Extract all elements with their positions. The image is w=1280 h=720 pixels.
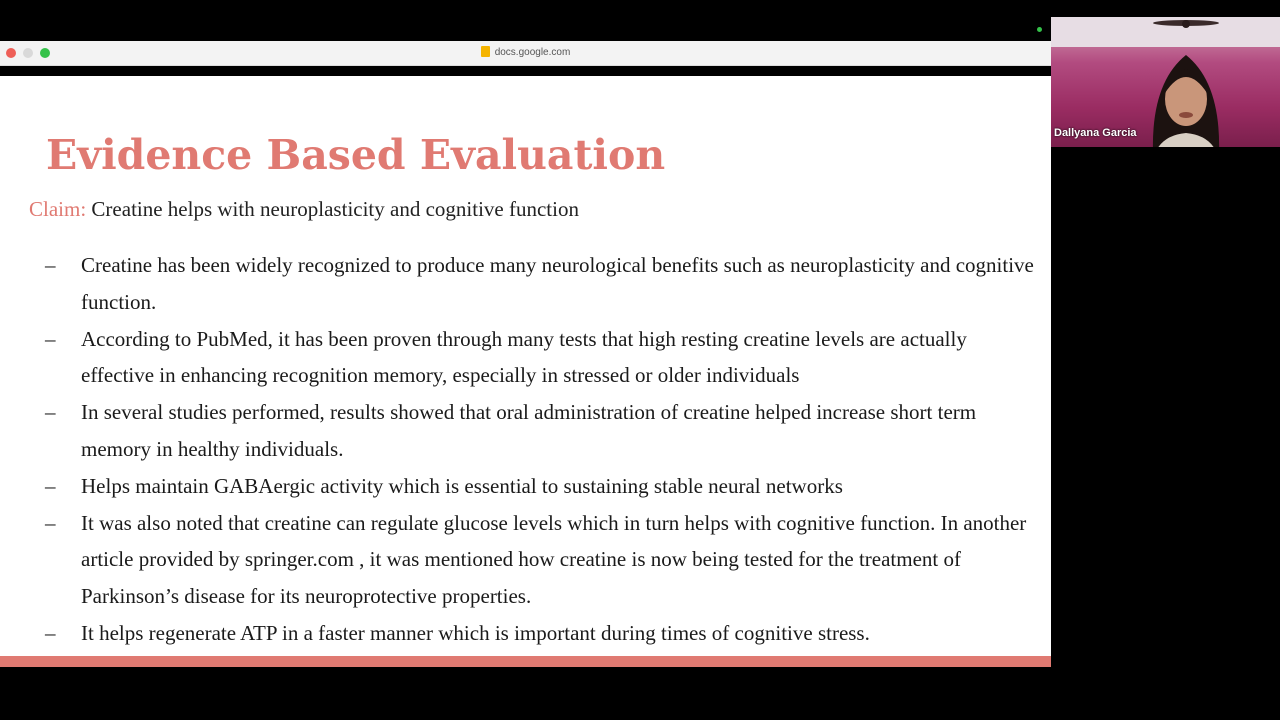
browser-toolbar xyxy=(0,41,1051,66)
list-item xyxy=(45,247,1035,321)
ceiling-fan-icon xyxy=(1151,17,1221,31)
claim-text: Creatine helps with neuroplasticity and cognitive function xyxy=(86,197,579,221)
bullet-text: In several studies performed, results showed that oral administration of creatine helped increase short term memory in healthy individuals. xyxy=(81,400,977,461)
bullet-text: It was also noted that creatine can regulate glucose levels which in turn helps with cognitive function. In another article provided by springer.com , it was mentioned how creatine is now being tested for the treatment of Parkinson’s disease for its neuroprotective properties. xyxy=(81,510,1027,609)
bullet-dash: – xyxy=(45,620,56,645)
presentation-slide xyxy=(0,76,1051,667)
bullet-dash: – xyxy=(45,326,56,351)
list-item xyxy=(45,321,1035,395)
slide-accent-bar xyxy=(0,656,1051,667)
address-bar[interactable] xyxy=(0,46,1051,58)
bullet-dash: – xyxy=(45,473,56,498)
bullet-dash: – xyxy=(45,510,56,535)
bullet-text: Helps maintain GABAergic activity which is essential to sustaining stable neural networks xyxy=(81,473,843,498)
list-item xyxy=(45,468,1035,505)
list-item xyxy=(45,615,1035,652)
active-speaker-indicator xyxy=(1037,27,1042,32)
list-item xyxy=(45,505,1035,615)
bullet-text: According to PubMed, it has been proven through many tests that high resting creatine levels are actually effective in enhancing recognition memory, especially in stressed or older individuals xyxy=(81,326,967,388)
claim-label: Claim: xyxy=(29,197,87,221)
bullet-text: It helps regenerate ATP in a faster manner which is important during times of cognitive stress. xyxy=(81,620,870,645)
bullet-text: Creatine has been widely recognized to produce many neurological benefits such as neuroplasticity and cognitive function. xyxy=(81,253,1034,314)
bullet-dash: – xyxy=(45,400,56,425)
participant-video-person xyxy=(1143,43,1229,147)
slide-title: Evidence Based Evaluation xyxy=(46,131,666,179)
google-docs-icon xyxy=(481,46,490,57)
address-url: docs.google.com xyxy=(494,47,571,58)
bullet-list xyxy=(45,247,1035,652)
participant-name-label: Dallyana Garcia xyxy=(1054,127,1137,139)
list-item xyxy=(45,394,1035,468)
claim-line xyxy=(29,197,579,222)
bullet-dash: – xyxy=(45,253,56,277)
